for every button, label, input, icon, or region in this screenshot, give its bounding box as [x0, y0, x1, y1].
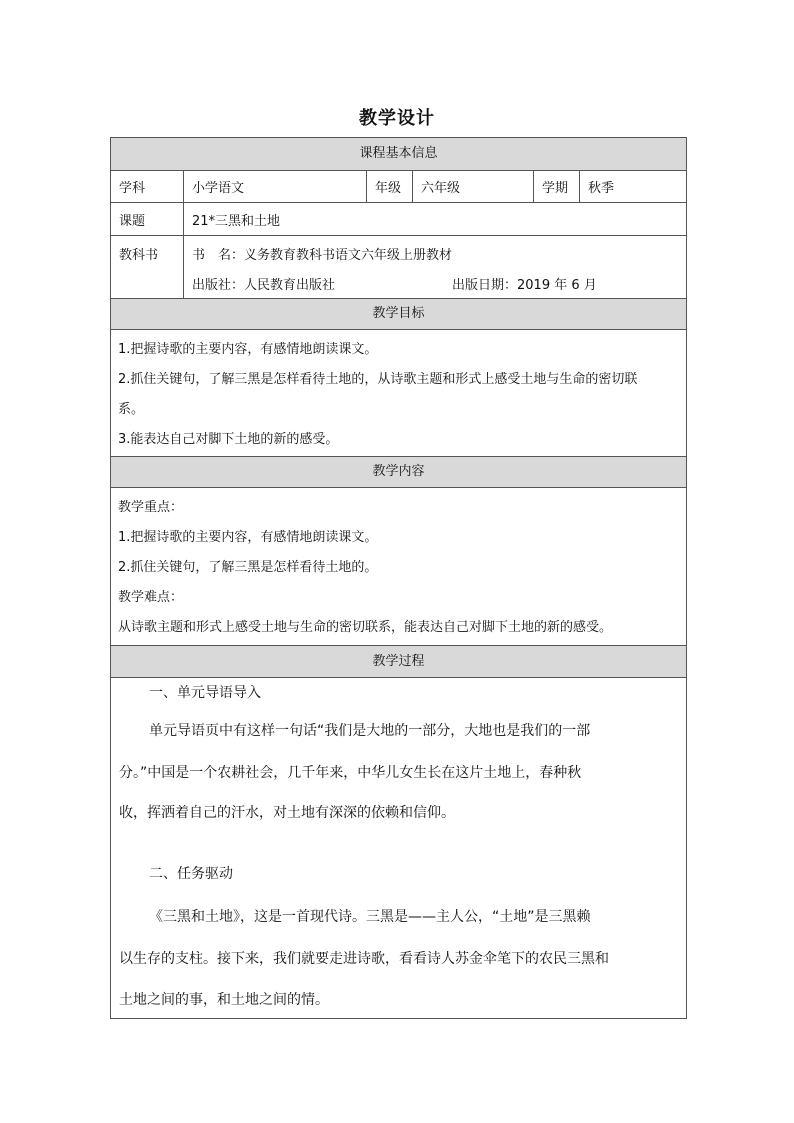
- section2-line: 《三黑和土地》，这是一首现代诗。三黑是——主人公，“土地”是三黑赖: [149, 909, 591, 925]
- goal-line: 2.抓住关键句，了解三黑是怎样看待土地的，从诗歌主题和形式上感受土地与生命的密切联: [118, 372, 638, 387]
- content-body: [111, 488, 686, 646]
- section1-line: 单元导语页中有这样一句话“我们是大地的一部分，大地也是我们的一部: [149, 723, 591, 739]
- content-line: 从诗歌主题和形式上感受土地与生命的密切联系，能表达自己对脚下土地的新的感受。: [118, 620, 613, 635]
- publish-date: 出版日期：2019 年 6 月: [452, 278, 597, 293]
- goal-line: 1.把握诗歌的主要内容，有感情地朗读课文。: [118, 342, 378, 357]
- textbook-row: [111, 236, 686, 299]
- content-line: 1.把握诗歌的主要内容，有感情地朗读课文。: [118, 530, 378, 545]
- subject-label: 学科: [111, 171, 184, 202]
- content-header: 教学内容: [111, 457, 686, 488]
- section1-line: 分。”中国是一个农耕社会，几千年来，中华儿女生长在这片土地上，春种秋: [119, 765, 582, 781]
- process-header: 教学过程: [111, 646, 686, 678]
- section2-line: 以生存的支柱。接下来，我们就要走进诗歌，看看诗人苏金伞笔下的农民三黑和: [119, 951, 609, 967]
- term-label: 学期: [534, 171, 580, 202]
- content-line: 2.抓住关键句，了解三黑是怎样看待土地的。: [118, 560, 378, 575]
- publisher: 出版社：人民教育出版社: [192, 278, 336, 293]
- section1-line: 收，挥洒着自己的汗水，对土地有深深的依赖和信仰。: [119, 805, 455, 821]
- section1-title: 一、单元导语导入: [149, 685, 261, 701]
- grade-label: 年级: [367, 171, 413, 202]
- book-name: 书 名：义务教育教科书语文六年级上册教材: [192, 248, 453, 263]
- content-line: 教学难点：: [118, 590, 184, 605]
- section2-line: 土地之间的事，和土地之间的情。: [119, 992, 329, 1008]
- lesson-label: 课题: [111, 203, 184, 235]
- term-value: 秋季: [588, 181, 615, 196]
- grade-value: 六年级: [413, 171, 534, 202]
- lesson-row: [111, 203, 686, 236]
- subject-value: 小学语文: [184, 171, 367, 202]
- goal-line: 3.能表达自己对脚下土地的新的感受。: [118, 432, 339, 447]
- section2-title: 二、任务驱动: [149, 866, 233, 882]
- goals-header: 教学目标: [111, 299, 686, 330]
- subject-row: [111, 171, 686, 203]
- content-line: 教学重点：: [118, 500, 184, 515]
- lesson-plan-table: [110, 137, 687, 1019]
- basic-info-header: 课程基本信息: [111, 138, 686, 171]
- lesson-value: 21*三黑和土地: [192, 213, 281, 229]
- goal-line: 系。: [118, 402, 145, 417]
- goals-body: [111, 330, 686, 457]
- textbook-label: 教科书: [111, 236, 184, 298]
- page-title: 教学设计: [359, 108, 435, 129]
- process-body: [111, 678, 686, 1019]
